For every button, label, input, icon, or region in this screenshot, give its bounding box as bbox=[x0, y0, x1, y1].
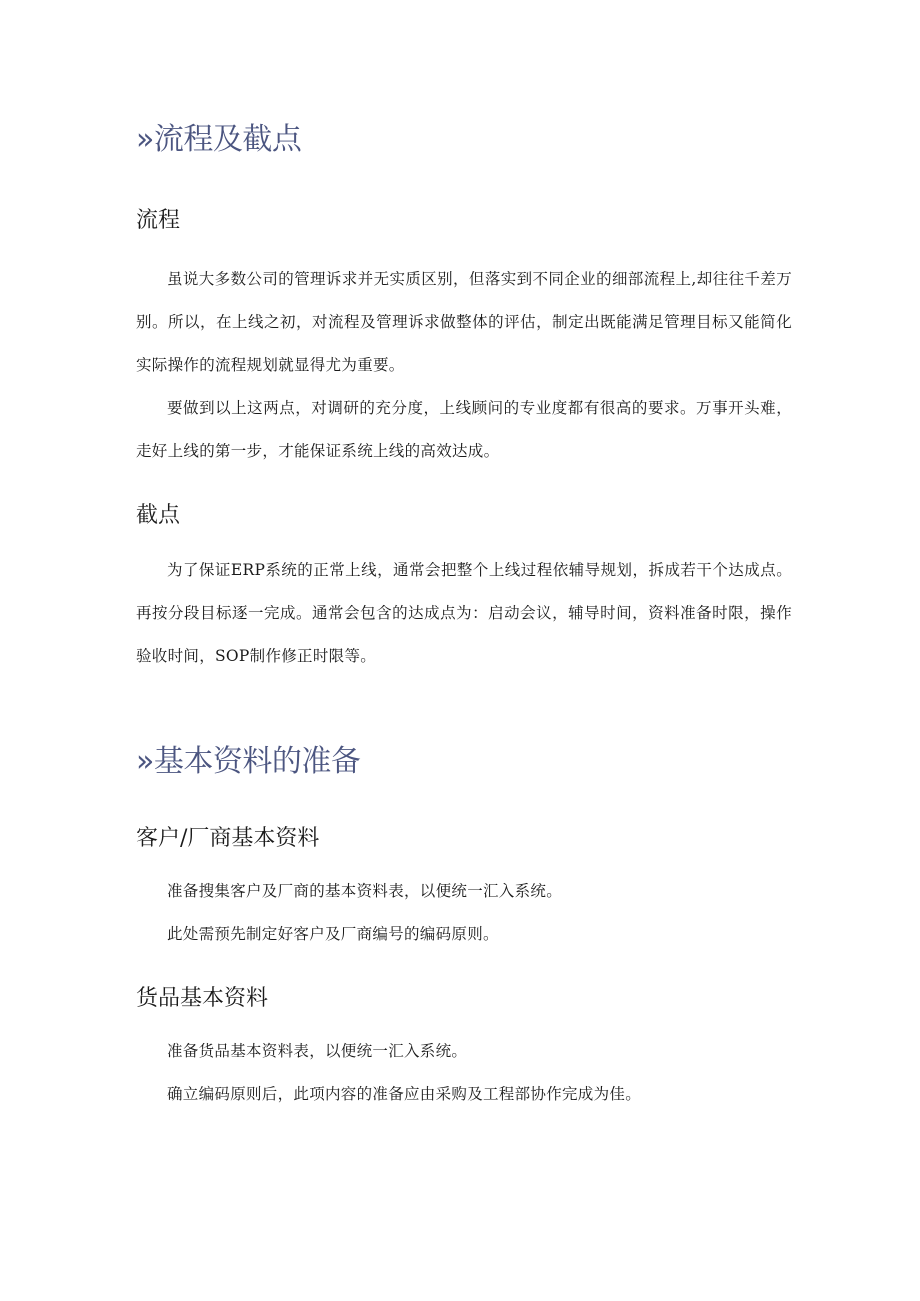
subheading-process: 流程 bbox=[136, 208, 181, 233]
line-customer-vendor-1: 准备搜集客户及厂商的基本资料表，以便统一汇入系统。 bbox=[167, 882, 563, 900]
paragraph-process-2: 要做到以上这两点，对调研的充分度，上线顾问的专业度都有很高的要求。万事开头难，走好上线的第一步，才能保证系统上线的高效达成。 bbox=[136, 399, 792, 460]
line-product-2: 确立编码原则后，此项内容的准备应由采购及工程部协作完成为佳。 bbox=[167, 1085, 642, 1103]
line-customer-vendor-2: 此处需预先制定好客户及厂商编号的编码原则。 bbox=[167, 925, 499, 943]
section-title-basic-data: »基本资料的准备 bbox=[136, 744, 361, 779]
subheading-product: 货品基本资料 bbox=[136, 986, 269, 1011]
subheading-customer-vendor: 客户/厂商基本资料 bbox=[136, 826, 320, 851]
subheading-checkpoint: 截点 bbox=[136, 503, 181, 528]
section-title-process: »流程及截点 bbox=[136, 122, 302, 157]
paragraph-process-1: 虽说大多数公司的管理诉求并无实质区别，但落实到不同企业的细部流程上,却往往千差万别。所以，在上线之初，对流程及管理诉求做整体的评估，制定出既能满足管理目标又能简化实际操作的流程规划就显得尤为重要。 bbox=[136, 270, 792, 374]
paragraph-checkpoint: 为了保证ERP系统的正常上线，通常会把整个上线过程依辅导规划，拆成若干个达成点。再按分段目标逐一完成。通常会包含的达成点为：启动会议，辅导时间，资料准备时限，操作验收时间，SOP制作修正时限等。 bbox=[136, 561, 792, 665]
line-product-1: 准备货品基本资料表，以便统一汇入系统。 bbox=[167, 1042, 468, 1060]
